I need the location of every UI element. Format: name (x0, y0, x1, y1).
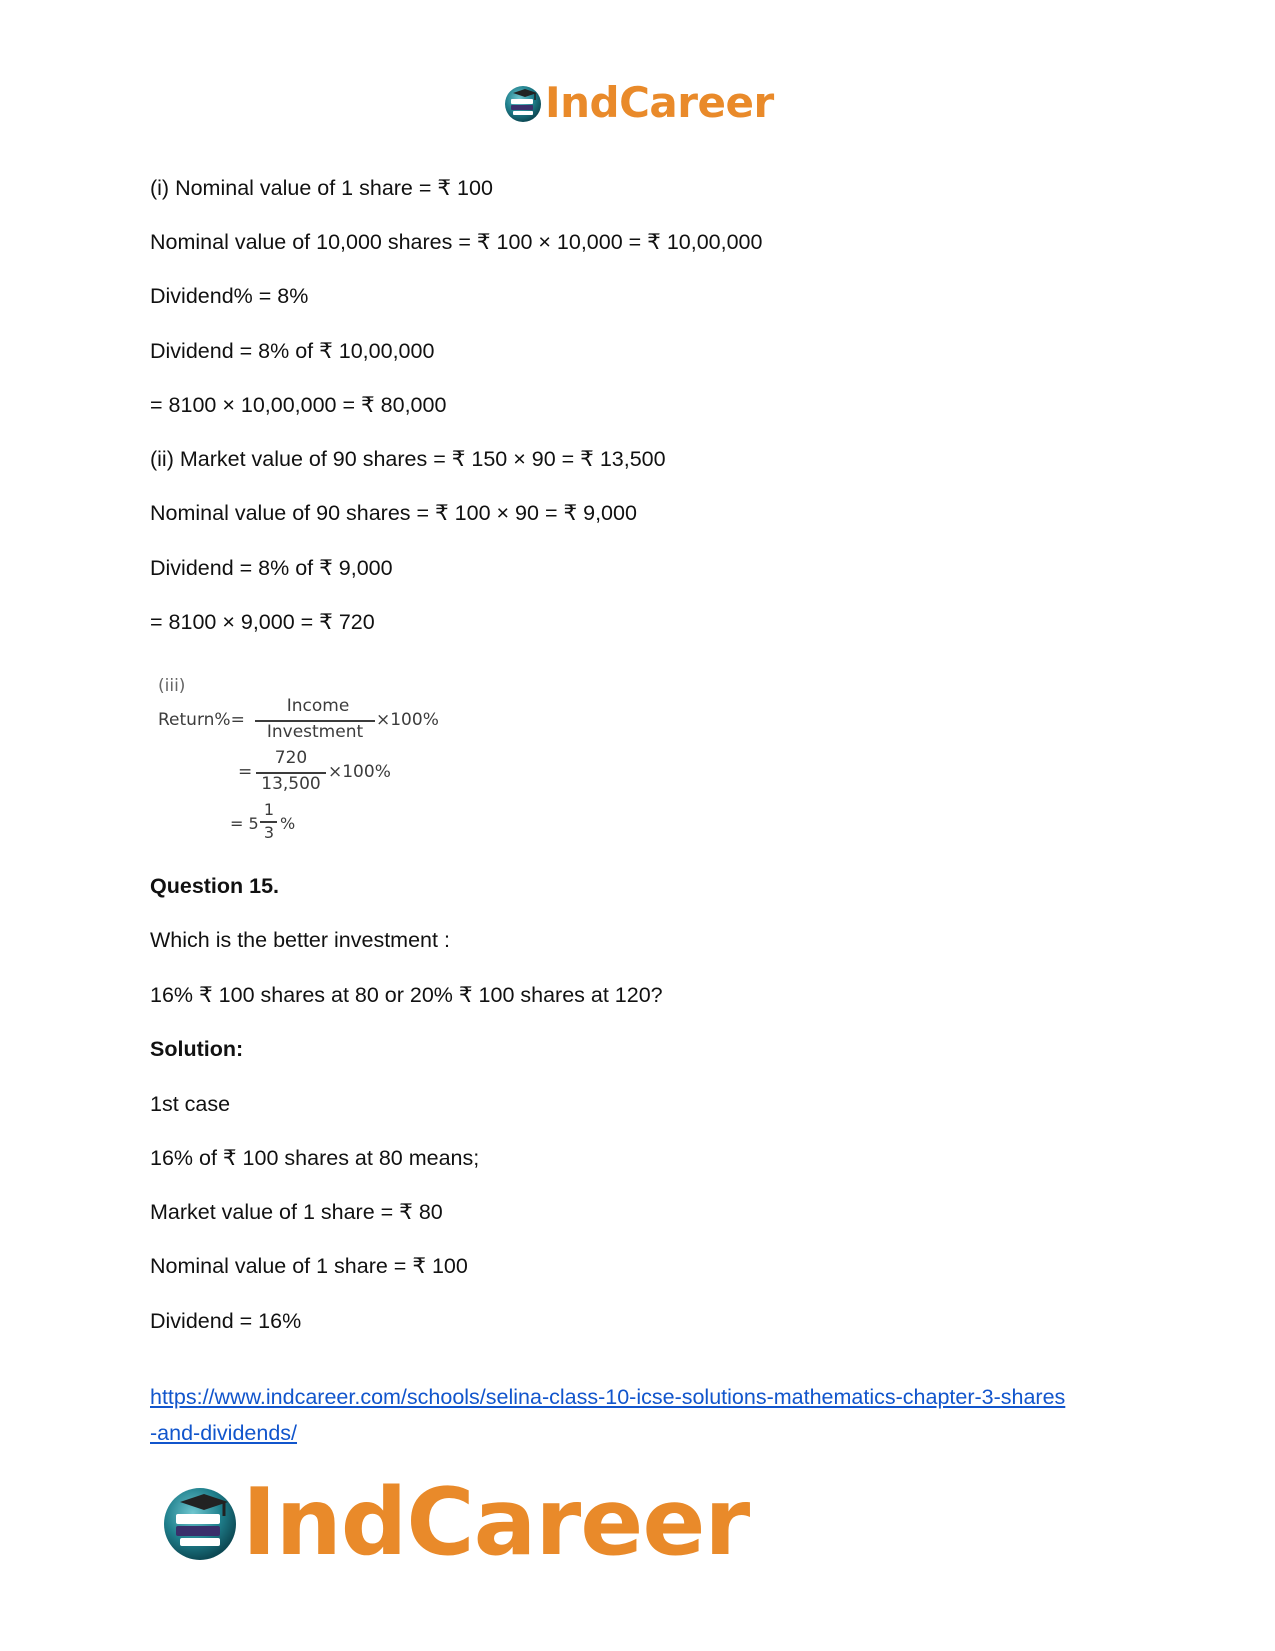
solution-line: 1st case (150, 1092, 231, 1116)
brand-name: IndCareer (545, 78, 774, 127)
mixed-denominator: 3 (263, 823, 275, 842)
solution-heading: Solution: (150, 1037, 244, 1061)
source-link[interactable] (150, 1379, 1150, 1451)
solution-line: Market value of 1 share = ₹ 80 (150, 1200, 443, 1224)
frac1-numerator: Income (286, 696, 350, 716)
solution-line: 16% of ₹ 100 shares at 80 means; (150, 1146, 480, 1170)
math-result: = 5 (230, 814, 259, 833)
text-line: (i) Nominal value of 1 share = ₹ 100 (150, 176, 493, 200)
indcareer-logo-bottom (160, 1468, 749, 1576)
math-percent: % (280, 814, 296, 833)
source-link-line1[interactable]: https://www.indcareer.com/schools/selina-class-10-icse-solutions-mathematics-chapter-3-shares (150, 1385, 1066, 1409)
text-line: (ii) Market value of 90 shares = ₹ 150 × 90 = ₹ 13,500 (150, 447, 666, 471)
text-line: Nominal value of 90 shares = ₹ 100 × 90 = ₹ 9,000 (150, 501, 637, 525)
math-label: (iii) (158, 676, 186, 696)
brand-name: IndCareer (242, 1468, 750, 1576)
question-text: Which is the better investment : (150, 928, 450, 952)
source-link-line2[interactable]: -and-dividends/ (150, 1421, 298, 1445)
math-times-2: ×100% (328, 762, 391, 782)
globe-book-icon (160, 1481, 240, 1563)
text-line: = 8100 × 10,00,000 = ₹ 80,000 (150, 393, 447, 417)
text-line: Dividend% = 8% (150, 284, 309, 308)
math-formula-image (158, 676, 458, 856)
globe-book-icon (503, 83, 543, 123)
solution-line: Dividend = 16% (150, 1309, 302, 1333)
text-line: Nominal value of 10,000 shares = ₹ 100 × 10,000 = ₹ 10,00,000 (150, 230, 763, 254)
frac1-denominator: Investment (266, 722, 364, 742)
question-heading: Question 15. (150, 874, 280, 898)
frac2-numerator: 720 (274, 748, 308, 768)
math-times: ×100% (376, 710, 439, 730)
math-lhs: Return%= (158, 710, 245, 730)
math-eq: = (238, 762, 253, 782)
frac2-denominator: 13,500 (261, 774, 321, 794)
solution-line: Nominal value of 1 share = ₹ 100 (150, 1254, 468, 1278)
text-line: = 8100 × 9,000 = ₹ 720 (150, 610, 375, 634)
question-text: 16% ₹ 100 shares at 80 or 20% ₹ 100 shares at 120? (150, 983, 663, 1007)
mixed-numerator: 1 (263, 800, 275, 819)
text-line: Dividend = 8% of ₹ 10,00,000 (150, 339, 435, 363)
text-line: Dividend = 8% of ₹ 9,000 (150, 556, 393, 580)
indcareer-logo-top (503, 78, 774, 127)
